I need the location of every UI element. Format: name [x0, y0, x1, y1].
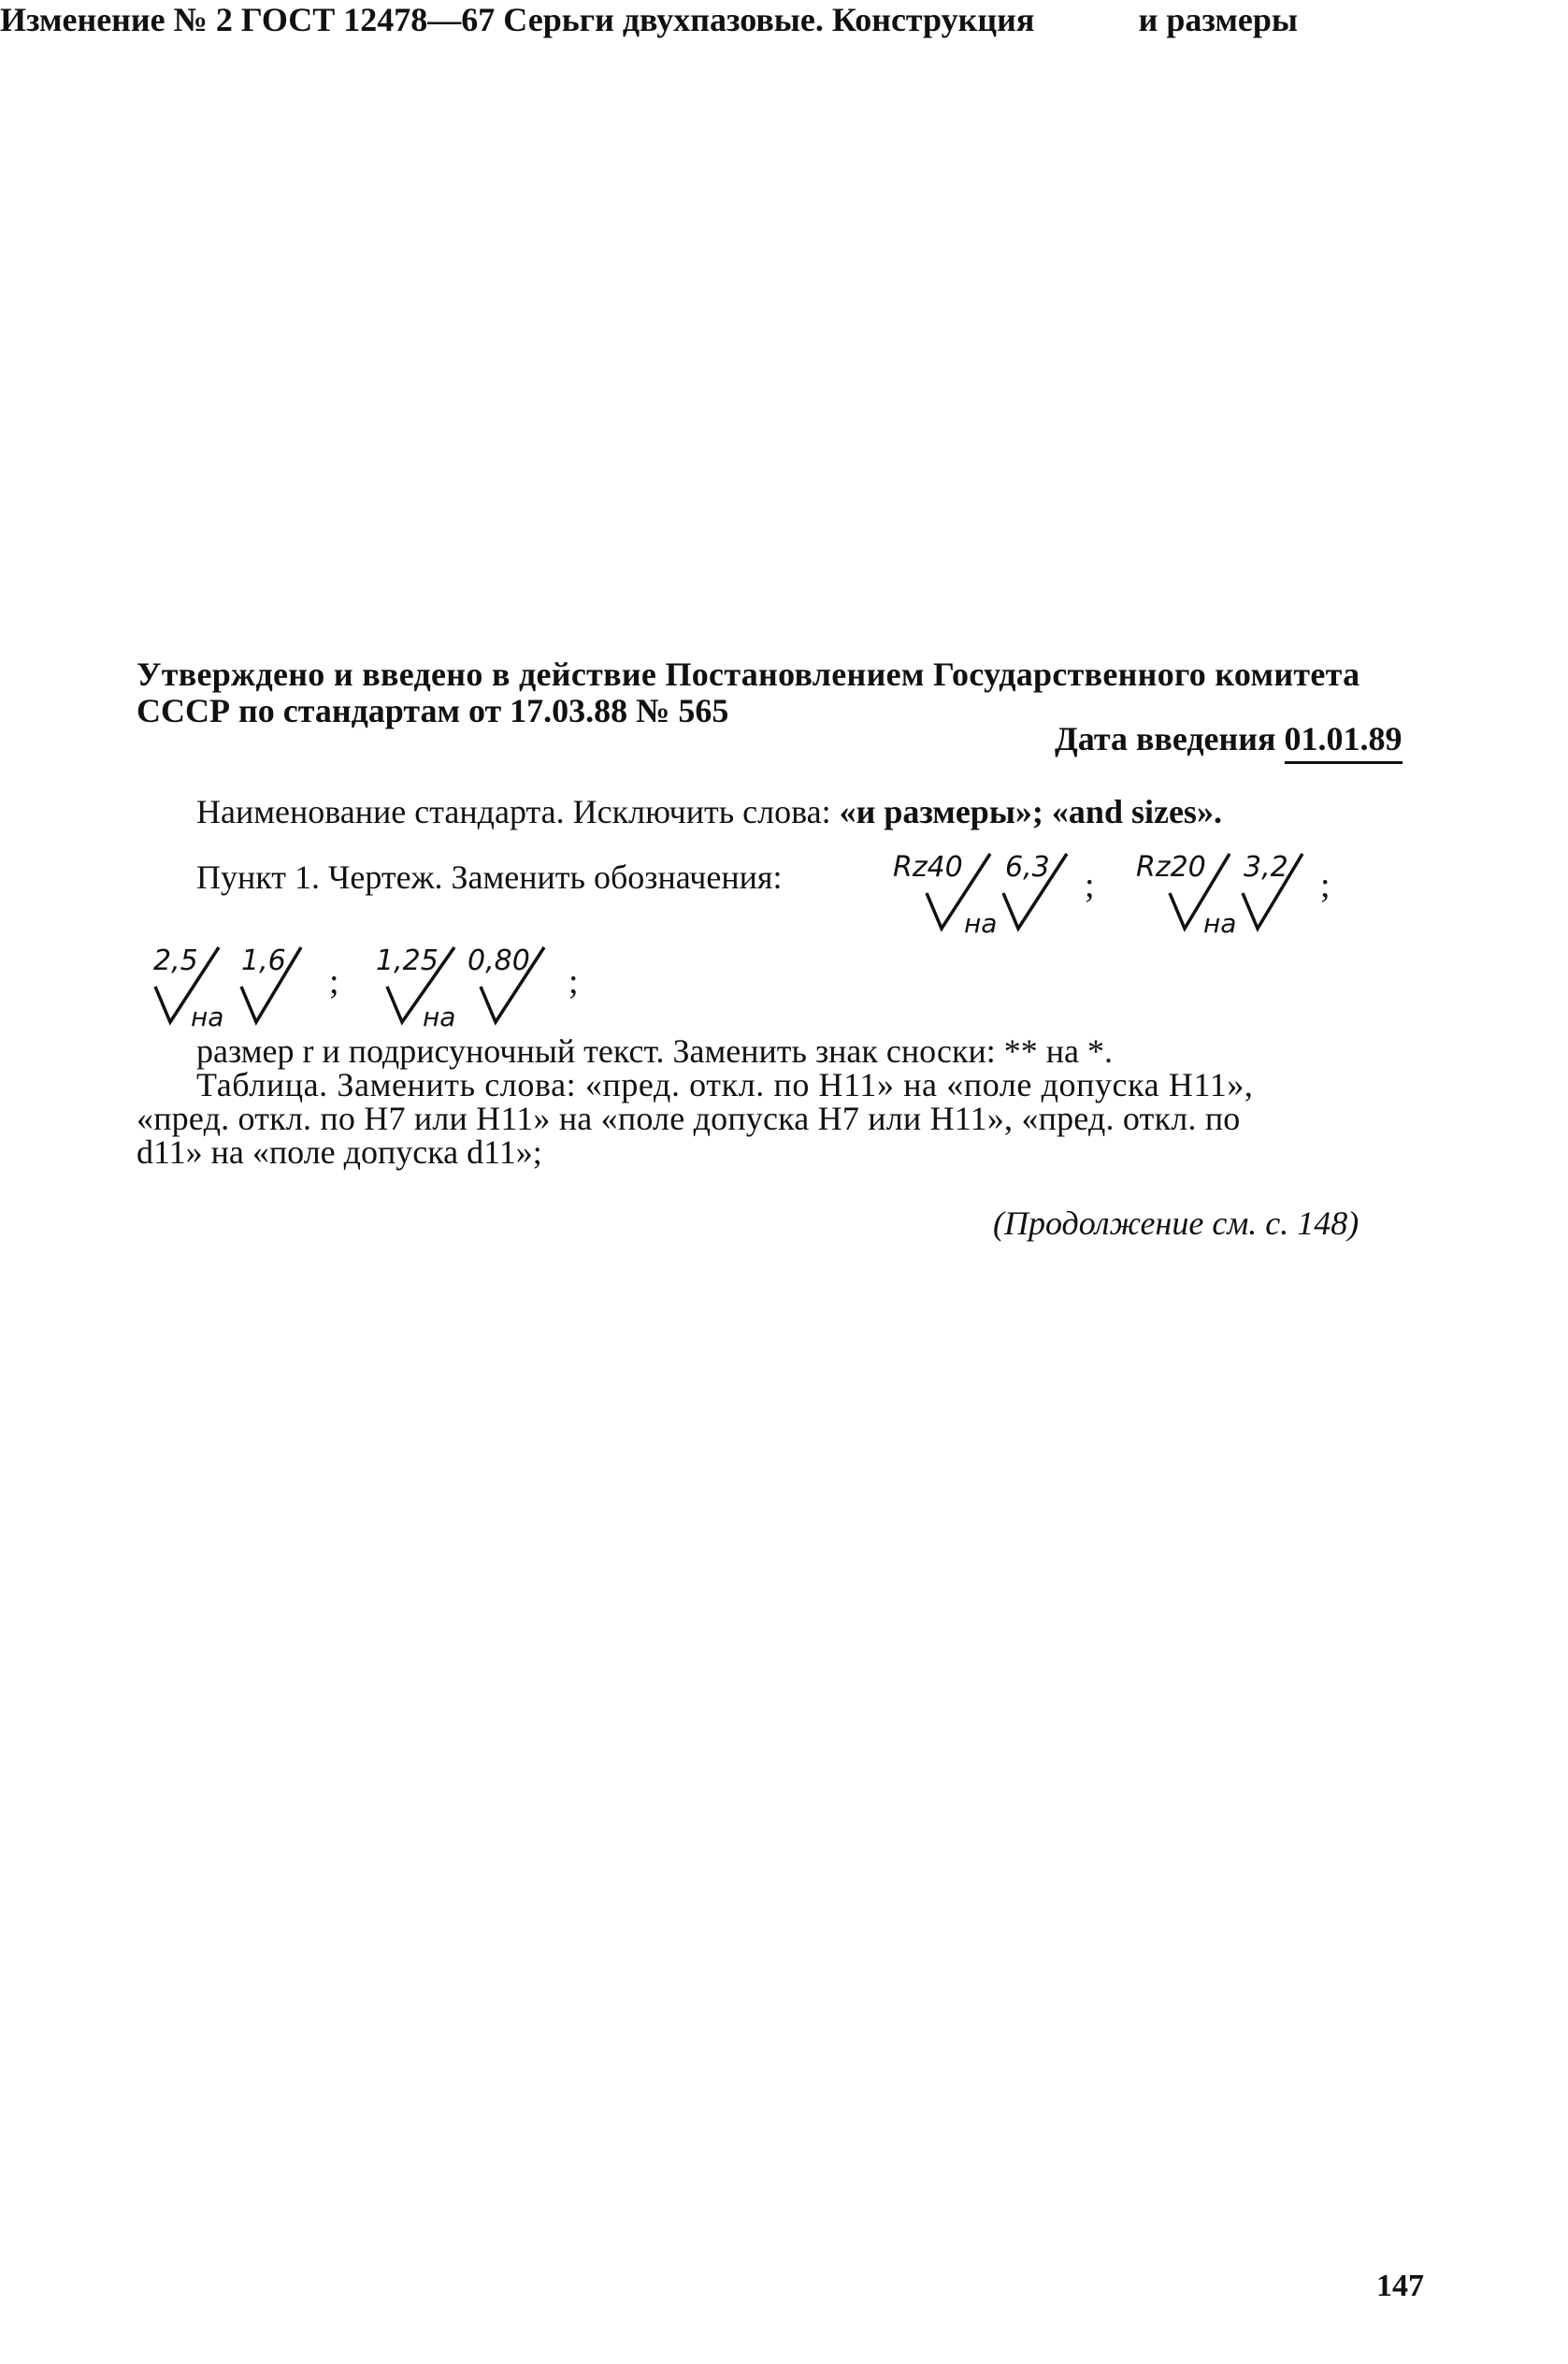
approval-line-1: Утверждено и введено в действие Постановлением Государственного комитета	[137, 656, 1360, 693]
roughness-symbol-pair-4	[365, 940, 570, 1038]
continuation-note: (Продолжение см. с. 148)	[993, 1204, 1359, 1242]
roughness-connector-label: на	[964, 908, 998, 939]
roughness-from-label: Rz20	[1136, 851, 1206, 884]
roughness-from-label: 1,25	[376, 944, 439, 977]
paragraph-table-line-2: «пред. откл. по H7 или H11» на «поле допуска H7 или H11», «пред. откл. по	[137, 1100, 1241, 1137]
roughness-checkmark-icon	[1136, 846, 1323, 940]
paragraph-table-line-3: d11» на «поле допуска d11»;	[137, 1133, 542, 1171]
amendment-title-left: Изменение № 2 ГОСТ 12478—67 Серьги двухпазовые. Конструкция	[0, 1, 1035, 38]
p1-prefix: Наименование стандарта. Исключить слова:	[196, 793, 831, 830]
roughness-connector-label: на	[1203, 908, 1237, 939]
roughness-symbol-pair-3	[148, 940, 325, 1038]
paragraph-table-line-1: Таблица. Заменить слова: «пред. откл. по H11» на «поле допуска H11»,	[196, 1066, 1254, 1103]
paragraph-footnote: размер r и подрисуночный текст. Заменить знак сноски: ** на *.	[196, 1032, 1114, 1070]
page-number: 147	[1376, 2269, 1424, 2303]
roughness-connector-label: на	[191, 1002, 224, 1032]
date-value: 01.01.89	[1285, 720, 1403, 764]
roughness-to-label: 6,3	[1005, 851, 1050, 884]
paragraph-standard-name	[196, 795, 1222, 829]
roughness-to-label: 3,2	[1244, 851, 1288, 884]
roughness-from-label: Rz40	[893, 851, 963, 884]
roughness-symbol-pair-1	[893, 846, 1080, 944]
date-label: Дата введения	[1055, 720, 1276, 757]
roughness-connector-label: на	[423, 1002, 456, 1032]
roughness-checkmark-icon	[365, 940, 570, 1033]
roughness-to-label: 0,80	[468, 944, 530, 977]
separator-2: ;	[1320, 866, 1331, 905]
roughness-symbol-pair-2	[1136, 846, 1323, 944]
separator-1: ;	[1085, 866, 1095, 905]
amendment-title-right: и размеры	[1138, 1, 1298, 38]
roughness-checkmark-icon	[893, 846, 1080, 940]
roughness-from-label: 2,5	[153, 944, 198, 977]
roughness-to-label: 1,6	[241, 944, 286, 977]
introduction-date	[1055, 722, 1403, 756]
roughness-checkmark-icon	[148, 940, 325, 1033]
p1-quote-ru: «и размеры»;	[839, 793, 1043, 830]
p1-quote-en: «and sizes».	[1051, 793, 1222, 830]
separator-3: ;	[329, 962, 339, 1002]
approval-line-2: СССР по стандартам от 17.03.88 № 565	[137, 692, 729, 729]
separator-4: ;	[568, 962, 579, 1002]
amendment-title	[0, 0, 1298, 39]
paragraph-item-1-prefix: Пункт 1. Чертеж. Заменить обозначения:	[196, 858, 783, 896]
